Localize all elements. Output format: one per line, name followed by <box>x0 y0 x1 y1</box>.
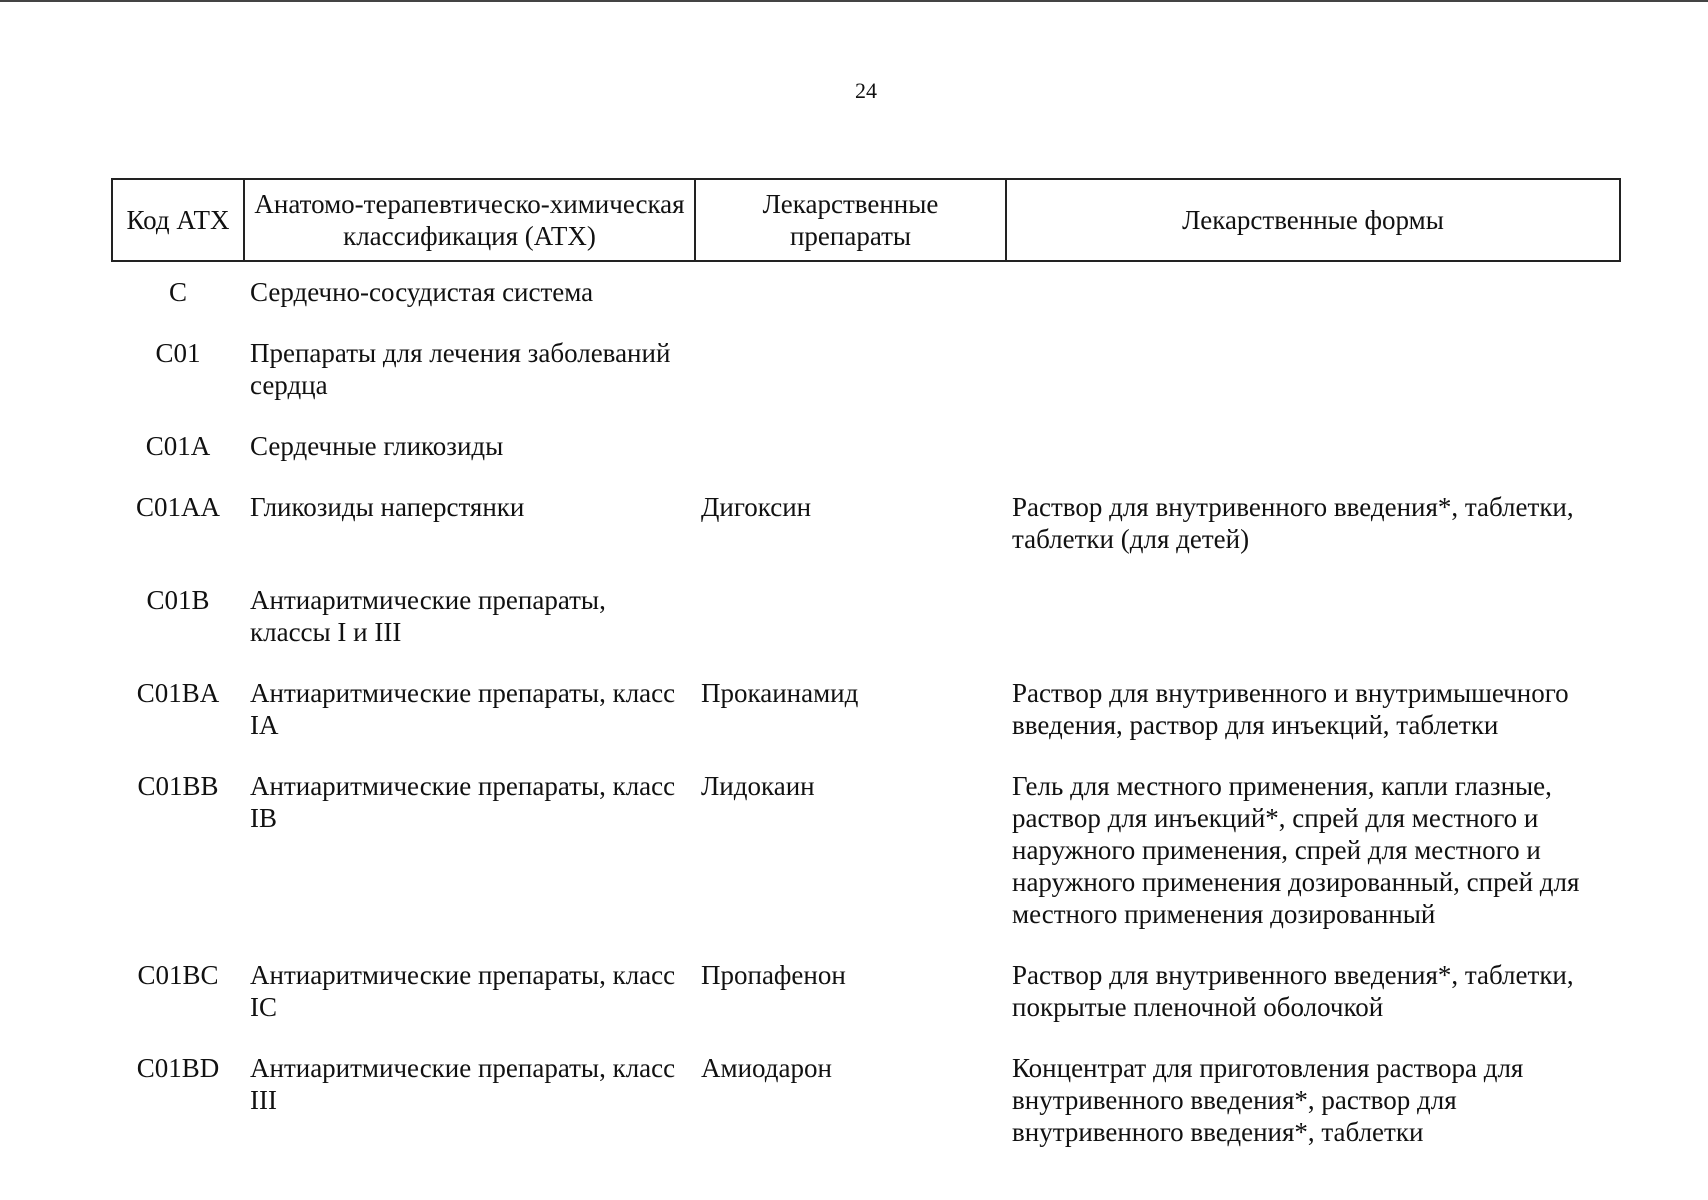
table-row <box>112 757 1620 946</box>
atc-code-cell: C01BA <box>136 678 220 708</box>
atc-code-cell: C01BB <box>137 771 219 801</box>
dosage-forms-cell <box>1006 261 1620 324</box>
table-row <box>112 324 1620 417</box>
drug-cell <box>695 324 1006 417</box>
header-atc-code: Код АТХ <box>112 179 244 261</box>
dosage-forms-cell <box>1006 324 1620 417</box>
atc-code-cell: C01 <box>155 338 201 368</box>
classification-cell: Антиаритмические препараты, класс IC <box>250 960 676 1022</box>
page-number: 24 <box>855 78 877 103</box>
dosage-forms-cell <box>1006 417 1620 478</box>
atc-code-cell: С <box>168 277 187 307</box>
drug-cell: Прокаинамид <box>701 678 859 708</box>
classification-cell: Сердечно-сосудистая система <box>250 277 594 307</box>
drug-cell: Амиодарон <box>701 1053 832 1083</box>
table-row <box>112 946 1620 1039</box>
classification-cell: Антиаритмические препараты, классы I и III <box>250 585 606 647</box>
header-row <box>112 179 1620 261</box>
dosage-forms-cell: Раствор для внутривенного введения*, таблетки, таблетки (для детей) <box>1012 492 1574 554</box>
drug-cell: Дигоксин <box>701 492 812 522</box>
header-drugs: Лекарственные препараты <box>695 179 1006 261</box>
table-row <box>112 261 1620 324</box>
atc-code-cell: C01BD <box>136 1053 220 1083</box>
table-body <box>112 261 1620 1164</box>
drug-cell <box>695 261 1006 324</box>
atc-code-cell: C01BC <box>137 960 219 990</box>
header-dosage-forms: Лекарственные формы <box>1006 179 1620 261</box>
atc-code-cell: C01B <box>146 585 210 615</box>
classification-cell: Гликозиды наперстянки <box>250 492 525 522</box>
table-row <box>112 417 1620 478</box>
dosage-forms-cell: Раствор для внутривенного и внутримышечного введения, раствор для инъекций, таблетки <box>1012 678 1569 740</box>
dosage-forms-cell: Раствор для внутривенного введения*, таблетки, покрытые пленочной оболочкой <box>1012 960 1574 1022</box>
atc-code-cell: C01AA <box>135 492 220 522</box>
header-atc-classification: Анатомо-терапевтическо-химическая классификация (АТХ) <box>244 179 695 261</box>
table-row <box>112 571 1620 664</box>
dosage-forms-cell: Гель для местного применения, капли глазные, раствор для инъекций*, спрей для местного и наружного применения, спрей для местного и наружного применения дозированный, спрей для местного применения дозированный <box>1012 771 1580 929</box>
table-row <box>112 1039 1620 1164</box>
atc-code-cell: C01A <box>145 431 211 461</box>
drug-cell <box>695 417 1006 478</box>
dosage-forms-cell: Концентрат для приготовления раствора для внутривенного введения*, раствор для внутривенного введения*, таблетки <box>1012 1053 1524 1147</box>
classification-cell: Антиаритмические препараты, класс IA <box>250 678 676 740</box>
classification-cell: Антиаритмические препараты, класс III <box>250 1053 676 1115</box>
table-row <box>112 478 1620 571</box>
scan-top-edge <box>0 0 1708 6</box>
table-row <box>112 664 1620 757</box>
atc-drug-table <box>111 178 1621 1164</box>
drug-cell <box>695 571 1006 664</box>
classification-cell: Антиаритмические препараты, класс IB <box>250 771 676 833</box>
table-header <box>112 179 1620 261</box>
drug-cell: Пропафенон <box>701 960 846 990</box>
dosage-forms-cell <box>1006 571 1620 664</box>
classification-cell: Препараты для лечения заболеваний сердца <box>250 338 671 400</box>
drug-cell: Лидокаин <box>701 771 815 801</box>
classification-cell: Сердечные гликозиды <box>250 431 504 461</box>
